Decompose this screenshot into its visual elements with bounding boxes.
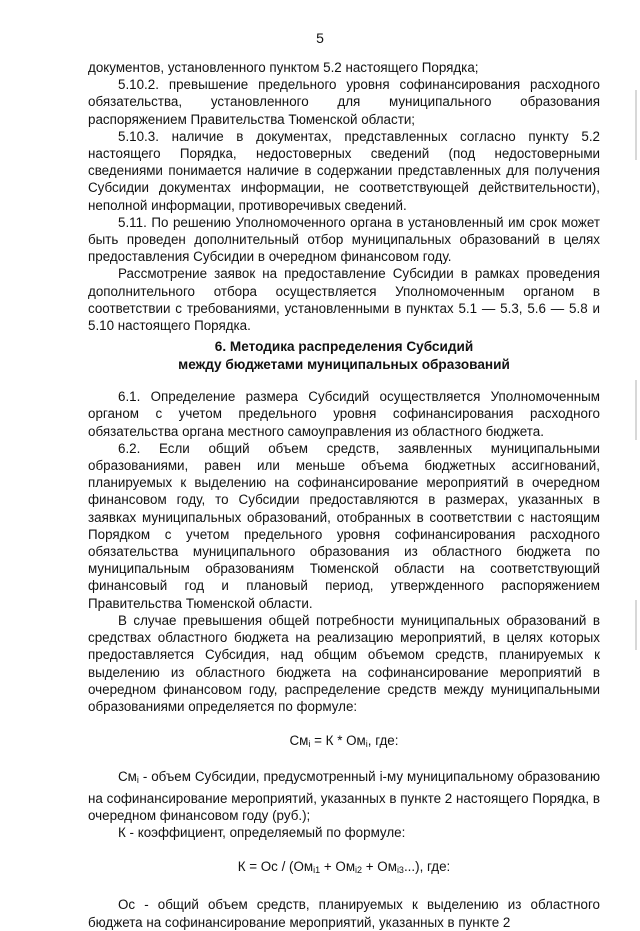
section-heading xyxy=(88,338,600,373)
paragraph: 6.2. Если общий объем средств, заявленных муниципальными образованиями, равен или меньше объема бюджетных ассигнований, планируемых к выделению на софинансирование мероприятий в очередном финансовом году, то Субсидии предоставляются в размерах, указанных в заявках муниципальных образований, отобранных в соответствии с настоящим Порядком с учетом предельного уровня софинансирования расходного обязательства муниципального образования из областного бюджета по муниципальным образованиям Тюменской области на соответствующий финансовый год и плановый период, утвержденного распоряжением Правительства Тюменской области. xyxy=(88,440,600,611)
paragraph: В случае превышения общей потребности муниципальных образований в средствах областного бюджета на реализацию мероприятий, в целях которых предоставляется Субсидия, над общим объемом средств, планируемых к выделению из областного бюджета на софинансирование мероприятий в очередном финансовом году, распределение средств между муниципальными образованиями определяется по формуле: xyxy=(88,612,600,714)
formula-part: = К * Ом xyxy=(310,733,366,749)
scan-edge-mark xyxy=(635,600,637,650)
formula-part: ...), где: xyxy=(403,859,451,875)
formula-part: К = Ос / (Ом xyxy=(237,859,314,875)
paragraph: 5.10.2. превышение предельного уровня софинансирования расходного обязательства, установленного для муниципального образования распоряжением Правительства Тюменской области; xyxy=(88,77,600,127)
formula-part: + Ом xyxy=(320,859,356,875)
formula-subsidy xyxy=(88,732,600,753)
def-subscript: i xyxy=(136,775,139,786)
formula-coefficient xyxy=(88,858,600,879)
paragraph: документов, установленного пунктом 5.2 настоящего Порядка; xyxy=(88,60,479,75)
paragraph: 6.1. Определение размера Субсидий осуществляется Уполномоченным органом с учетом предельного уровня софинансирования расходного обязательства органа местного самоуправления из областного бюджета. xyxy=(88,389,600,439)
scan-edge-mark xyxy=(635,90,637,160)
page-number: 5 xyxy=(316,30,324,46)
paragraph: 5.11. По решению Уполномоченного органа в установленный им срок может быть проведен дополнительный отбор муниципальных образований в целях предоставления Субсидии в очередном финансовом году. xyxy=(88,214,600,265)
section-heading-line1: 6. Методика распределения Субсидий xyxy=(214,339,474,355)
formula-subscript: i3 xyxy=(396,865,404,876)
paragraph: 5.10.3. наличие в документах, представленных согласно пункту 5.2 настоящего Порядка, недостоверных сведений (под недостоверными сведениями понимается наличие в содержании представленных для получения Субсидии документах информации, не соответствующей действительности), неполной информации, противоречивых сведений. xyxy=(88,128,600,213)
formula-part: См xyxy=(289,733,309,749)
section-heading-line2: между бюджетами муниципальных образований xyxy=(178,356,510,372)
definition-cm xyxy=(88,768,600,824)
spacer xyxy=(88,373,600,388)
document-body xyxy=(88,59,600,931)
formula-subscript: i xyxy=(308,739,311,750)
formula-subscript: i1 xyxy=(313,865,321,876)
def-symbol: См xyxy=(118,769,137,785)
scan-edge-mark xyxy=(635,380,637,440)
definition-os: Ос - общий объем средств, планируемых к выделению из областного бюджета на софинансирование мероприятий, указанных в пункте 2 xyxy=(88,897,600,930)
def-text: - объем Субсидии, предусмотренный i-му муниципальному образованию на софинансирование мероприятий, указанных в пункте 2 настоящего Порядка, в очередном финансовом году (руб.); xyxy=(88,769,600,823)
formula-part: , где: xyxy=(367,733,399,749)
formula-subscript: i2 xyxy=(355,865,363,876)
paragraph: Рассмотрение заявок на предоставление Субсидии в рамках проведения дополнительного отбора осуществляется Уполномоченным органом в соответствии с требованиями, установленными в пунктах 5.1 — 5.3, 5.6 — 5.8 и 5.10 настоящего Порядка. xyxy=(88,266,600,334)
formula-subscript: i xyxy=(365,739,368,750)
definition-k: К - коэффициент, определяемый по формуле: xyxy=(118,824,406,840)
formula-part: + Ом xyxy=(362,859,397,875)
